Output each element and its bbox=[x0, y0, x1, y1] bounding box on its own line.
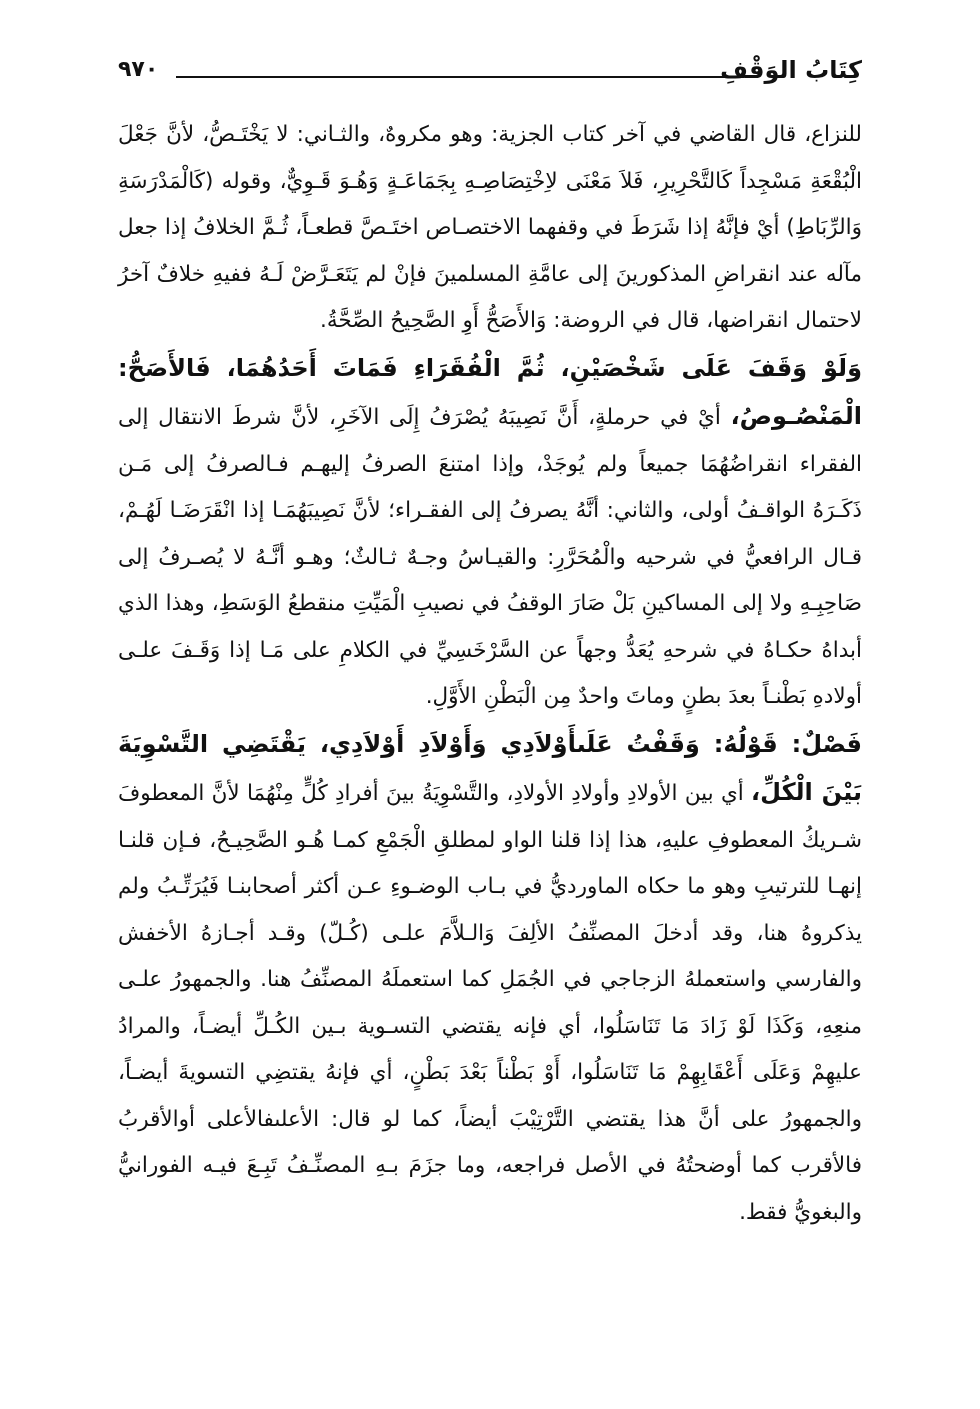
paragraph-1-text: للنزاع، قال القاضي في آخر كتاب الجزية: وهو مكروهٌ، والثـاني: لا يَخْتَـصُّ، لأنَّ جَعْلَ الْبُقْعَةِ مَسْجِداً كَالتَّحْرِيرِ، فَلاَ مَعْنَى لاِخْتِصَاصِـهِ بِجَمَاعَـةٍ وَهُـوَ قَـوِيٌّ، وقوله (كَالْمَدْرَسَةِ وَالرِّبَاطِ) أيْ فإنَّهُ إذا شَرَطَ في وقفهما الاختصـاص اختَـصَّ قطعـاً، ثُـمَّ الخلافُ إذا جعل مآله عند انقراضِ المذكورينَ إلى عامَّةِ المسلمينَ فإنْ لم يَتَعَـرَّضْ لَـهُ ففيهِ خلافٌ آخرُ لاحتمال انقراضها، قال في الروضة: وَالأَصَحُّ أَوِ الصَّحِيحُ الصِّحَّةُ. bbox=[118, 122, 862, 333]
header-rule bbox=[176, 76, 744, 78]
paragraph-3-text: أي بين الأولادِ وأولادِ الأولادِ، والتَّسْوِيَةُ بينَ أفرادِ كُلٍّ مِنْهُمَا لأنَّ المعطوفَ شـريكُ المعطوفِ عليهِ، هذا إذا قلنا الواو لمطلقِ الْجَمْعِ كمـا هُـو الصَّحِيـحُ، فـإن قلنـا إنهـا للترتيبِ وهو ما حكاه الماورديُّ في بـاب الوضـوءِ عـن أكثر أصحابنـا فَيُرَتِّـبُ ولم يذكروهُ هنا، وقد أدخلَ المصنِّفُ الألِفَ وَالـلاَّمَ علـى (كُـلّ) وقـد أجـازهُ الأخفش والفارسي واستعملهُ الزجاجي في الجُمَلِ كما استعملَهُ المصنِّفُ هنا. والجمهورُ علـى منعِهِ، وَكَذَا لَوْ زَادَ مَا تَنَاسَلُوا، أي فإنه يقتضي التسـوية بـين الكُـلِّ أيضـاً، والمرادُ عليهِمْ وَعَلَى أَعْقَابِهِمْ مَا تَنَاسَلُوا، أَوْ بَطْناً بَعْدَ بَطْنٍ، أي فإنهُ يقتضِي التسويةَ أيضـاً، والجمهورُ على أنَّ هذا يقتضي التَّرْتِيْبَ أيضاً، كما لو قال: الأعلىفالأعلى أوالأقربُ فالأقرب كما أوضحتُهُ في الأصل فراجعه، وما جزَمَ بـهِ المصنِّـفُ تَبِـعَ فيـه الفورانيُّ والبغويُّ فقط. bbox=[118, 781, 862, 1225]
running-title: كِتَابُ الوَقْفِ bbox=[720, 56, 862, 84]
paragraph-2-matn: وَلَوْ وَقَفَ عَلَى شَخْصَيْنِ، ثُمَّ الْفُقَرَاءِ فَمَاتَ أَحَدُهُمَا، فَالأَصَحُّ: الْمَنْصُـوصُ، bbox=[118, 353, 862, 430]
page-body bbox=[118, 112, 862, 1236]
paragraph-2 bbox=[118, 345, 862, 721]
paragraph-2-text: أيْ في حرملةٍ، أَنَّ نَصِيبَهُ يُصْرَفُ إِلَى الآخَرِ، لأنَّ شرطَ الانتقال إلى الفقراء انقراضُهُمَا جميعاً ولم يُوجَدْ، وإذا امتنعَ الصرفُ إليهـم فـالصرفُ إلى مَـن ذَكَـرَهُ الواقـفُ أولى، والثاني: أنَّهُ يصرفُ إلى الفقـراء؛ لأنَّ نَصِيبَهُمَـا إذا انْقَرَضَـا لَهُـمْ، قـال الرافعيُّ في شرحيه والْمُحَرَّرِ: والقيـاسُ وجـهٌ ثـالثٌ؛ وهـو أنَّـهُ لا يُصـرفُ إلى صَاحِبِـهِ ولا إلى المساكينِ بَلْ صَارَ الوقفُ في نصيبِ الْمَيِّتِ منقطعُ الوَسَطِ، وهذا الذي أبداهُ حكـاهُ في شرحهِ يُعَدُّ وجهاً عن السَّرْخَسِيِّ في الكلامِ على مَـا إذا وَقَـفَ علـى أولادهِ بَطْنـاً بعدَ بطنٍ وماتَ واحدٌ مِن الْبَطْنِ الأَوَّلِ. bbox=[118, 405, 862, 709]
paragraph-1 bbox=[118, 112, 862, 345]
paragraph-3 bbox=[118, 721, 862, 1237]
page-number: ٩٧٠ bbox=[118, 57, 159, 82]
paragraph-3-matn: فَصْلٌ: قَوْلُهُ: وَقَفْتُ عَلَىأَوْلاَدِي وَأَوْلاَدِ أَوْلاَدِي، يَقْتَضِي التَّسْوِيَةَ بَيْنَ الْكُلِّ، bbox=[118, 729, 862, 806]
page-header bbox=[118, 52, 862, 92]
